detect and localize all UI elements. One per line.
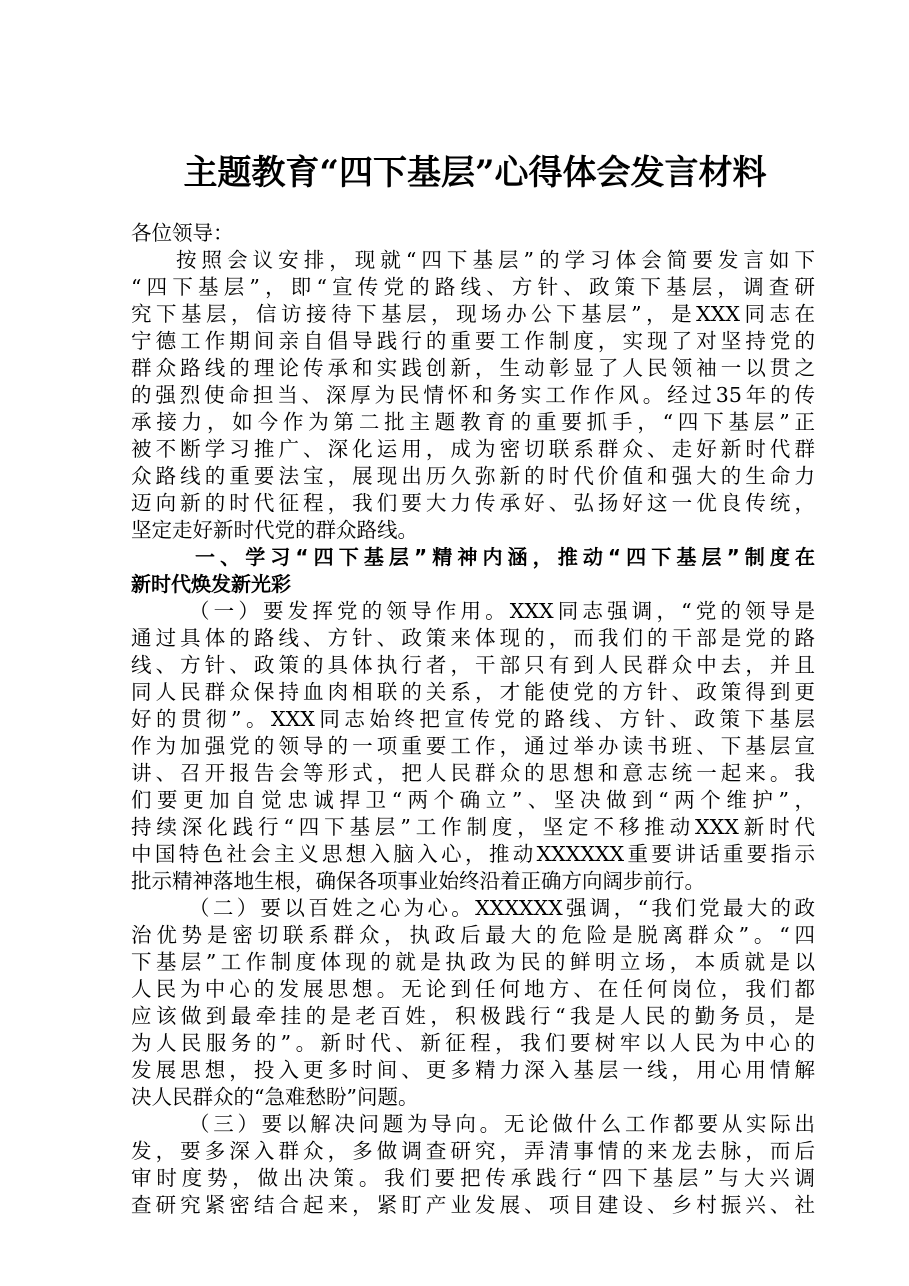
document-title: 主题教育“四下基层”心得体会发言材料 <box>183 153 767 193</box>
paragraph-line: 持续深化践行“四下基层”工作制度，坚定不移推动XXX新时代 <box>131 815 815 839</box>
paragraph-line: 同人民群众保持血肉相联的关系，才能使党的方针、政策得到更 <box>131 680 815 704</box>
paragraph-line: 们要更加自觉忠诚捍卫“两个确立”、坚决做到“两个维护”， <box>131 788 815 812</box>
intro-line: 究下基层，信访接待下基层，现场办公下基层”，是XXX同志在 <box>131 302 815 326</box>
intro-line: 众路线的重要法宝，展现出历久弥新的时代价值和强大的生命力 <box>131 464 815 488</box>
paragraph-line: 查研究紧密结合起来，紧盯产业发展、项目建设、乡村振兴、社 <box>131 1193 815 1217</box>
section-heading-line: 新时代焕发新光彩 <box>131 572 291 596</box>
paragraph-line: 下基层”工作制度体现的就是执政为民的鲜明立场，本质就是以 <box>131 950 815 974</box>
intro-line: 迈向新的时代征程，我们要大力传承好、弘扬好这一优良传统， <box>131 491 815 515</box>
section-heading-line: 一、学习“四下基层”精神内涵，推动“四下基层”制度在 <box>195 545 815 569</box>
paragraph-line: 作为加强党的领导的一项重要工作，通过举办读书班、下基层宣 <box>131 734 815 758</box>
intro-line: 的强烈使命担当、深厚为民情怀和务实工作作风。经过35年的传 <box>131 383 815 407</box>
intro-line: 群众路线的理论传承和实践创新，生动彰显了人民领袖一以贯之 <box>131 356 815 380</box>
paragraph-line: 批示精神落地生根，确保各项事业始终沿着正确方向阔步前行。 <box>131 869 705 893</box>
greeting: 各位领导： <box>131 221 234 245</box>
intro-line: 坚定走好新时代党的群众路线。 <box>131 518 418 542</box>
intro-line: 按照会议安排，现就“四下基层”的学习体会简要发言如下 <box>176 248 815 272</box>
paragraph-line: 人民为中心的发展思想。无论到任何地方、在任何岗位，我们都 <box>131 977 815 1001</box>
paragraph-line: 讲、召开报告会等形式，把人民群众的思想和意志统一起来。我 <box>131 761 815 785</box>
paragraph-line: 审时度势，做出决策。我们要把传承践行“四下基层”与大兴调 <box>131 1166 815 1190</box>
paragraph-line: 决人民群众的“急难愁盼”问题。 <box>131 1085 419 1109</box>
paragraph-line: 发展思想，投入更多时间、更多精力深入基层一线，用心用情解 <box>131 1058 815 1082</box>
paragraph-line: （二）要以百姓之心为心。XXXXXX强调，“我们党最大的政 <box>189 896 815 920</box>
intro-line: “四下基层”，即“宣传党的路线、方针、政策下基层，调查研 <box>131 275 815 299</box>
paragraph-line: 中国特色社会主义思想入脑入心，推动XXXXXX重要讲话重要指示 <box>131 842 815 866</box>
paragraph-line: 为人民服务的”。新时代、新征程，我们要树牢以人民为中心的 <box>131 1031 815 1055</box>
paragraph-line: （三）要以解决问题为导向。无论做什么工作都要从实际出 <box>189 1112 815 1136</box>
paragraph-line: 好的贯彻”。XXX同志始终把宣传党的路线、方针、政策下基层 <box>131 707 815 731</box>
paragraph-line: 治优势是密切联系群众，执政后最大的危险是脱离群众”。“四 <box>131 923 815 947</box>
intro-line: 承接力，如今作为第二批主题教育的重要抓手，“四下基层”正 <box>131 410 815 434</box>
intro-line: 宁德工作期间亲自倡导践行的重要工作制度，实现了对坚持党的 <box>131 329 815 353</box>
paragraph-line: 发，要多深入群众，多做调查研究，弄清事情的来龙去脉，而后 <box>131 1139 815 1163</box>
paragraph-line: 应该做到最牵挂的是老百姓，积极践行“我是人民的勤务员，是 <box>131 1004 815 1028</box>
intro-line: 被不断学习推广、深化运用，成为密切联系群众、走好新时代群 <box>131 437 815 461</box>
paragraph-line: （一）要发挥党的领导作用。XXX同志强调，“党的领导是 <box>189 599 815 623</box>
paragraph-line: 通过具体的路线、方针、政策来体现的，而我们的干部是党的路 <box>131 626 815 650</box>
paragraph-line: 线、方针、政策的具体执行者，干部只有到人民群众中去，并且 <box>131 653 815 677</box>
document-body <box>131 220 815 1219</box>
